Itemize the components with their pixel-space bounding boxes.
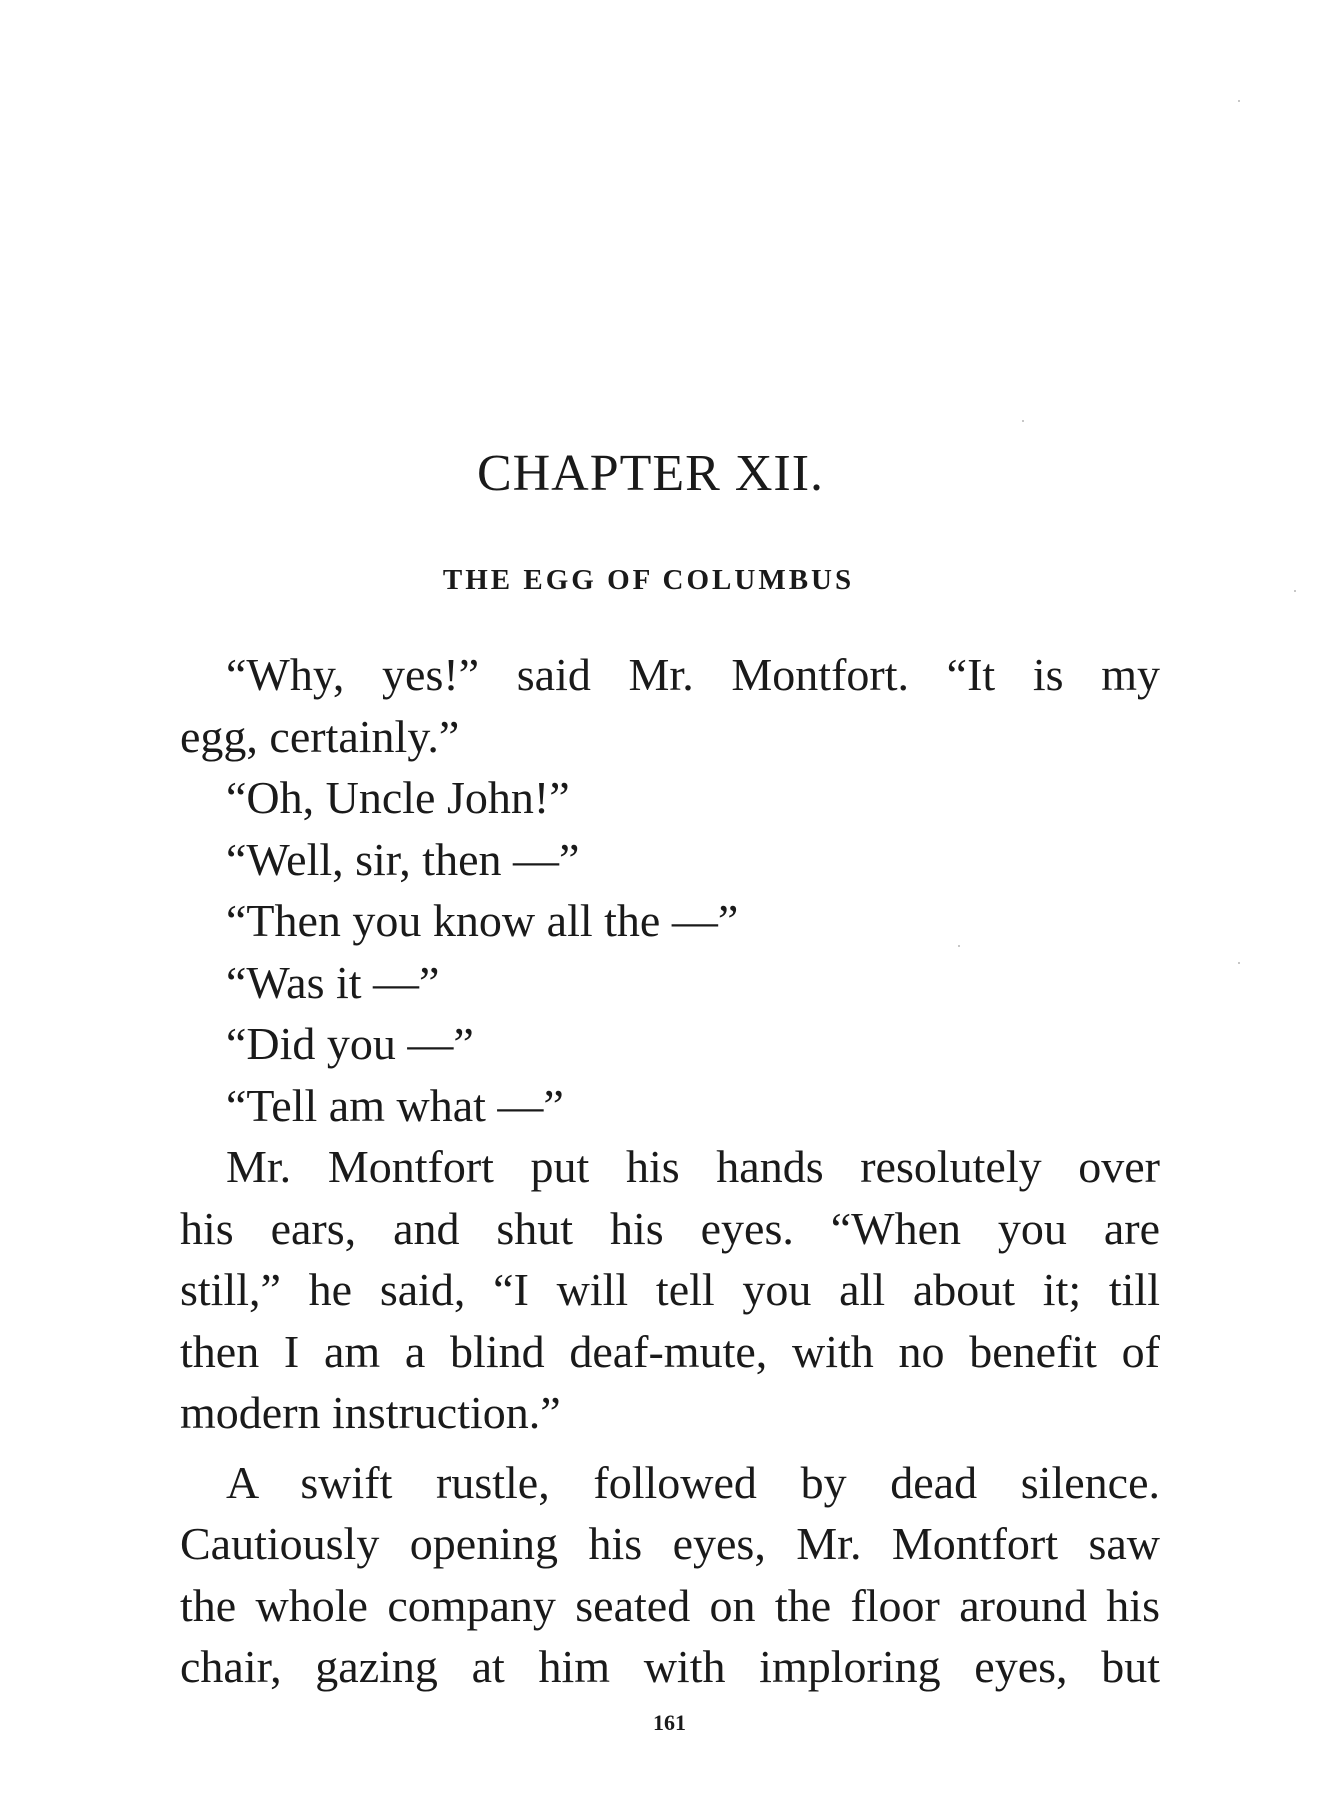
page-number: 161 [653,1710,686,1735]
chapter-subtitle: THE EGG OF COLUMBUS [442,564,855,596]
scan-speck [1294,590,1296,592]
scan-speck [1022,420,1024,422]
scan-speck [958,945,960,947]
text-line: still,” he said, “I will tell you all about it; till [180,1264,1160,1315]
text-line: his ears, and shut his eyes. “When you are [180,1202,1160,1254]
scan-speck [1238,100,1240,102]
text-line: “Tell am what —” [226,1079,564,1131]
text-line: chair, gazing at him with imploring eyes, but [180,1641,1160,1692]
text-line: the whole company seated on the floor around his [180,1579,1160,1631]
text-line: then I am a blind deaf-mute, with no benefit of [180,1325,1160,1377]
paragraph-gap [180,1444,1160,1452]
text-line: A swift rustle, followed by dead silence. [226,1456,1160,1508]
scan-speck [1238,962,1240,964]
text-line: “Then you know all the —” [226,895,739,946]
text-line: modern instruction.” [180,1387,561,1438]
text-line: Mr. Montfort put his hands resolutely over [226,1141,1160,1192]
text-line: “Did you —” [226,1018,474,1069]
text-line: Cautiously opening his eyes, Mr. Montfort saw [180,1518,1160,1569]
text-line: egg, certainly.” [180,710,460,762]
text-line: “Was it —” [226,956,440,1008]
text-line: “Oh, Uncle John!” [226,772,570,823]
text-line: “Why, yes!” said Mr. Montfort. “It is my [226,649,1160,700]
chapter-title: CHAPTER XII. [476,445,825,502]
body-text [180,644,1160,1698]
text-line: “Well, sir, then —” [226,833,580,885]
